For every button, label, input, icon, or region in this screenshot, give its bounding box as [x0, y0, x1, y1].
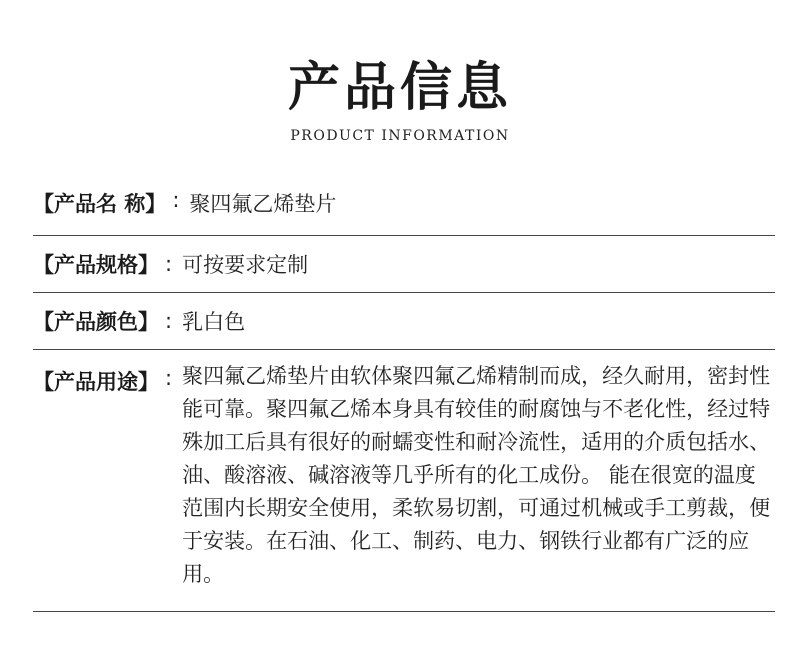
page-subtitle: PRODUCT INFORMATION: [290, 128, 510, 144]
info-colon: :: [165, 252, 173, 276]
info-value: 聚四氟乙烯垫片由软体聚四氟乙烯精制而成，经久耐用，密封性能可靠。聚四氟乙烯本身具有较佳的耐腐蚀与不老化性，经过特殊加工后具有很好的耐蠕变性和耐冷流性，适用的介质包括水、油、酸溶液、碱溶液等几乎所有的化工成份。 能在很宽的温度范围内长期安全使用，柔软易切割，可通过机械或手工剪裁，便于安装。在石油、化工、制药、电力、钢铁行业都有广泛的应用。: [182, 364, 771, 586]
info-row-color: [33, 293, 775, 350]
info-colon: :: [165, 309, 173, 333]
info-row-usage: [33, 350, 775, 612]
info-label: 【产品颜色】: [33, 310, 159, 334]
info-value: 聚四氟乙烯垫片: [189, 192, 337, 216]
info-label: 【产品规格】: [33, 253, 159, 277]
info-row-spec: [33, 236, 775, 293]
page-title: 产品信息: [287, 57, 512, 118]
info-label: 【产品用途】: [33, 370, 159, 394]
header: [0, 0, 800, 144]
info-colon: :: [172, 188, 180, 212]
info-label: 【产品名 称】: [33, 192, 167, 216]
info-colon: :: [165, 366, 173, 390]
info-list: [33, 184, 775, 612]
info-value: 可按要求定制: [182, 253, 309, 277]
info-row-name: [33, 184, 775, 236]
info-value: 乳白色: [182, 310, 246, 334]
